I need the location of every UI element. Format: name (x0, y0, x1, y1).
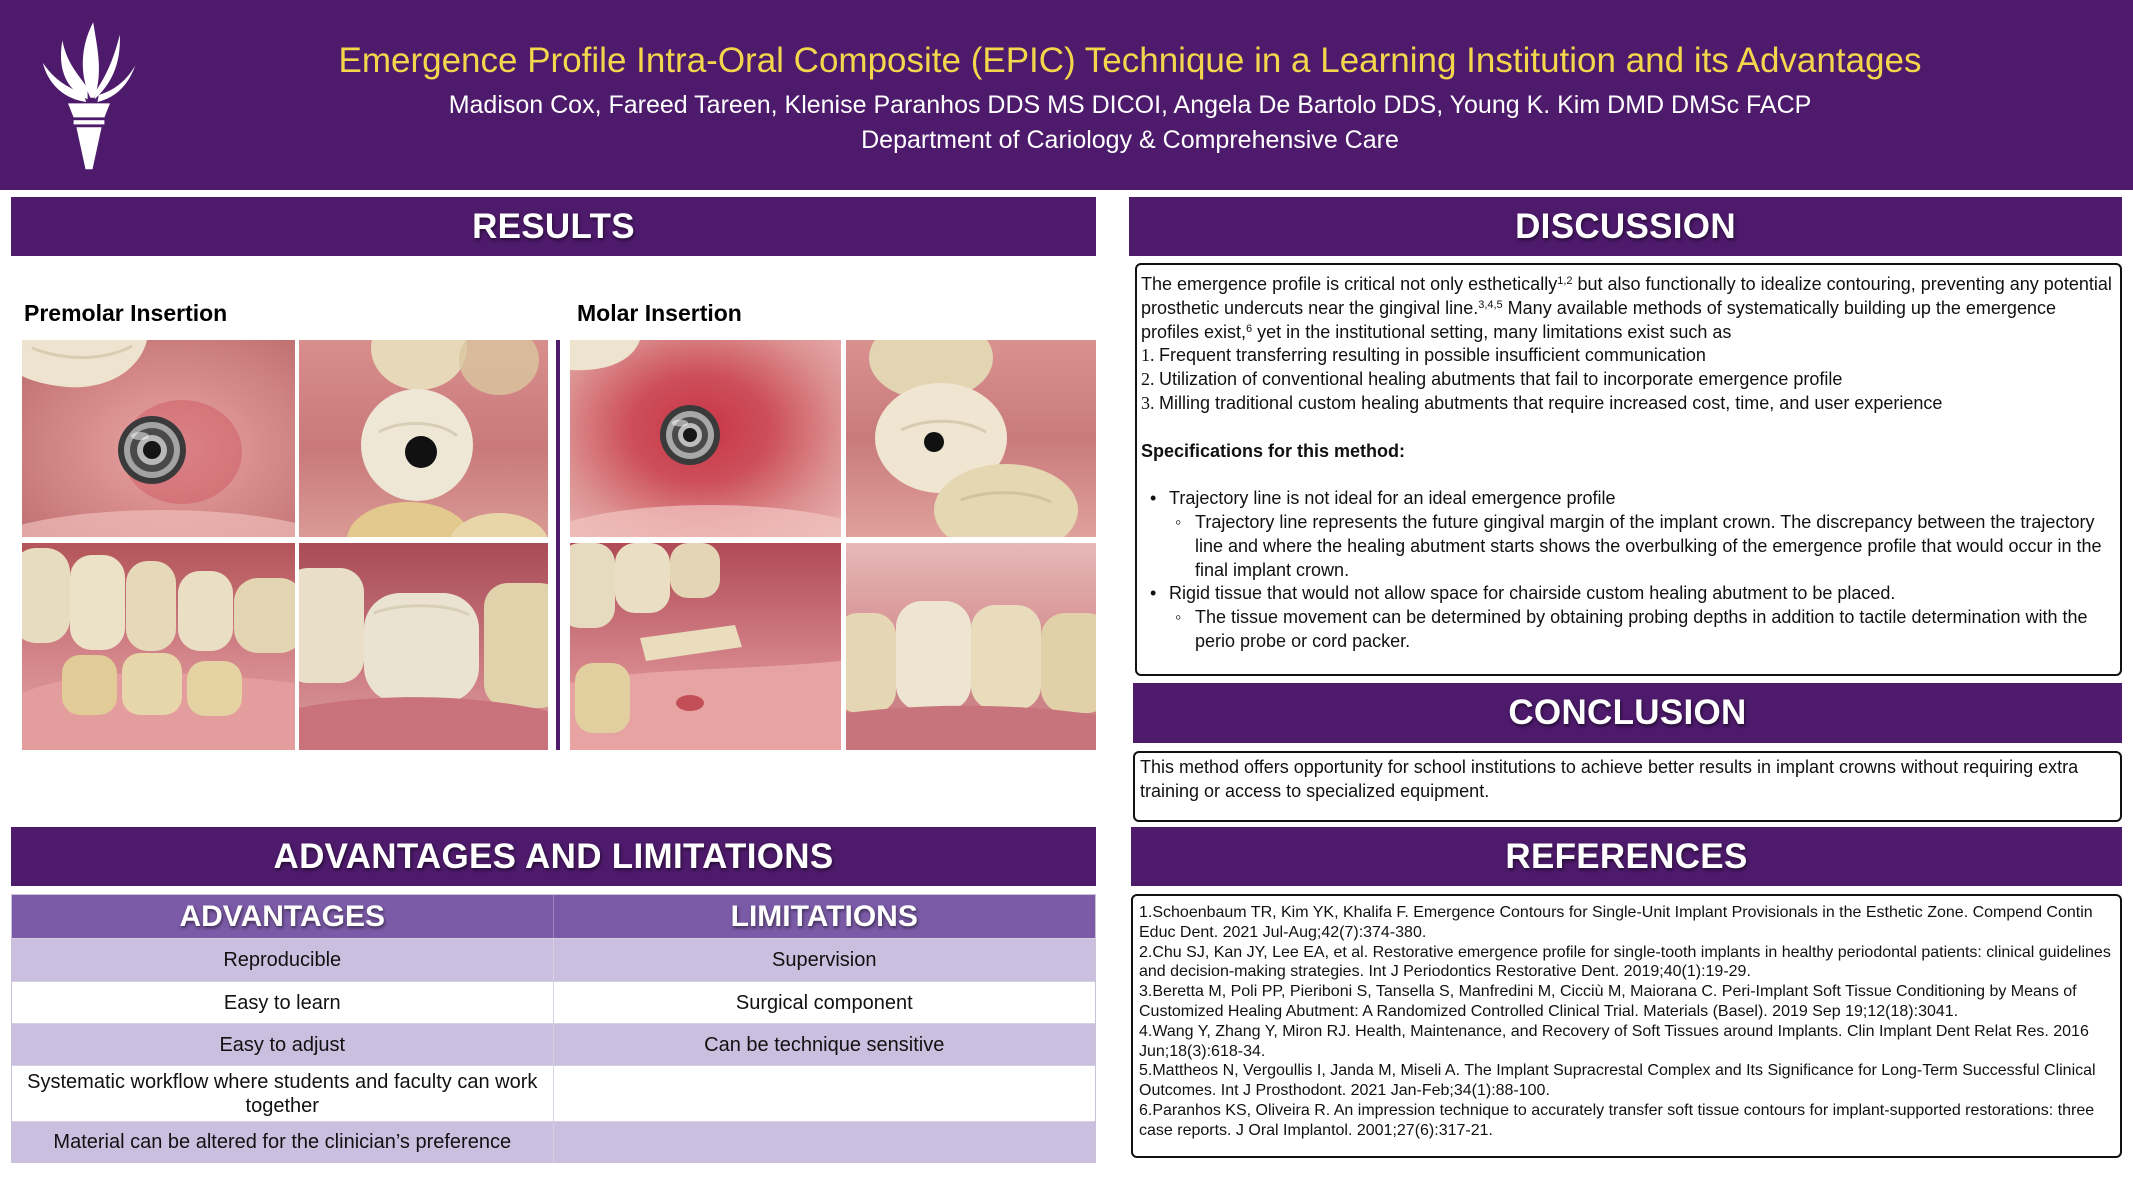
discussion-heading: DISCUSSION (1129, 197, 2122, 256)
premolar-crown-occlusal-photo (299, 340, 548, 537)
table-header-row (12, 895, 1095, 938)
advantages-limitations-table (11, 894, 1096, 1163)
specifications-bullet-list (1141, 487, 2114, 654)
list-item (1141, 487, 2114, 582)
advantage-cell: Material can be altered for the clinician’s preference (12, 1122, 554, 1162)
molar-implant-occlusal-photo (570, 340, 841, 537)
reference-item: 2.Chu SJ, Kan JY, Lee EA, et al. Restorative emergence profile for single-tooth implants in healthy periodontal patients: clinical guidelines and decision-making strategies. Int J Periodontics Restorative Dent. 2019;40(1):19-29. (1139, 943, 2111, 981)
results-group-divider (556, 340, 560, 750)
list-number: 1. (1141, 345, 1155, 366)
reference-item: 1.Schoenbaum TR, Kim YK, Khalifa F. Emergence Contours for Single-Unit Implant Provisionals in the Esthetic Zone. Compend Contin Educ Dent. 2021 Jul-Aug;42(7):374-380. (1139, 904, 2093, 941)
list-number: 3. (1141, 392, 1155, 413)
conclusion-heading: CONCLUSION (1133, 683, 2122, 743)
list-text: Utilization of conventional healing abutments that fail to incorporate emergence profile (1159, 369, 1843, 390)
advantage-cell: Systematic workflow where students and faculty can work together (12, 1066, 554, 1121)
table-row (12, 1065, 1095, 1121)
limitations-column-header: LIMITATIONS (730, 899, 918, 933)
torch-logo-graphic (40, 18, 138, 172)
citation: 1,2 (1557, 275, 1573, 287)
premolar-implant-occlusal-photo (22, 340, 295, 537)
table-row (12, 1023, 1095, 1065)
limitation-cell: Supervision (771, 949, 877, 971)
reference-item: 4.Wang Y, Zhang Y, Miron RJ. Health, Maintenance, and Recovery of Soft Tissues around Implants. Clin Implant Dent Relat Res. 2016 Jun;18(3):618-34. (1139, 1022, 2089, 1060)
table-row (12, 938, 1095, 981)
advantages-column-header: ADVANTAGES (12, 895, 554, 938)
citation: 6 (1246, 322, 1253, 335)
reference-item: 6.Paranhos KS, Oliveira R. An impression technique to accurately transfer soft tissue contours for implant-supported restorations: three case reports. J Oral Implantol. 2001;27(6):317-21. (1139, 1101, 2095, 1139)
molar-crown-lateral-photo (846, 543, 1096, 750)
header-text-block (160, 0, 2100, 190)
reference-item: 3.Beretta M, Poli PP, Pieriboni S, Tansella S, Manfredini M, Cicciù M, Maiorana C. Peri-Implant Soft Tissue Conditioning by Means of Customized Healing Abutment: A Randomized Controlled Clinical Trial. Materials (Basel). 2019 Sep 19;12(18):3041. (1139, 983, 2077, 1020)
sub-bullet-list (1169, 606, 2114, 654)
list-item (1141, 344, 2114, 368)
references-heading: REFERENCES (1131, 827, 2122, 886)
sub-bullet-list (1169, 511, 2114, 582)
molar-crown-occlusal-photo (846, 340, 1096, 537)
advantage-cell: Easy to learn (12, 982, 554, 1023)
poster-header (0, 0, 2133, 190)
list-item (1141, 582, 2114, 653)
sub-bullet-text: ◦ Trajectory line represents the future gingival margin of the implant crown. The discrepancy between the trajectory line and where the healing abutment starts shows the overbulking of the emergence profile that would occur in the final implant crown. (1169, 511, 2114, 582)
advantage-cell: Reproducible (12, 939, 554, 981)
intro-text: but also functionally to idealize contouring, preventing any potential prosthetic undercuts near the gingival line. (1141, 274, 2112, 318)
author-list: Madison Cox, Fareed Tareen, Klenise Paranhos DDS MS DICOI, Angela De Bartolo DDS, Young K. Kim DMD DMSc FACP (448, 91, 1812, 119)
torch-icon (40, 18, 138, 172)
discussion-box (1135, 263, 2122, 676)
reference-item: 5.Mattheos N, Vergoullis I, Janda M, Miseli A. The Implant Supracrestal Complex and Its Significance for Long-Term Successful Clinical Outcomes. Int J Prosthodont. 2021 Jan-Feb;34(1):88-100. (1139, 1062, 2096, 1100)
premolar-lateral-before-photo (22, 543, 295, 750)
department-name: Department of Cariology & Comprehensive Care (861, 126, 1399, 154)
specifications-title: Specifications for this method: (1141, 440, 1406, 461)
limitation-cell-empty (554, 1066, 1096, 1121)
list-item (1141, 368, 2114, 392)
conclusion-box (1133, 751, 2122, 822)
advantage-cell: Easy to adjust (12, 1024, 554, 1065)
discussion-intro (1141, 273, 2114, 344)
bullet-text: • Trajectory line is not ideal for an ideal emergence profile (1169, 488, 1616, 508)
poster-title: Emergence Profile Intra-Oral Composite (EPIC) Technique in a Learning Institution and its Advantages (338, 41, 1922, 80)
list-text: Milling traditional custom healing abutments that require increased cost, time, and user experience (1159, 392, 1943, 413)
table-row (12, 981, 1095, 1023)
list-item (1141, 392, 2114, 416)
limitations-numbered-list (1141, 344, 2114, 415)
premolar-crown-lateral-photo (299, 543, 548, 750)
limitation-cell: Can be technique sensitive (704, 1033, 945, 1056)
references-box (1131, 894, 2122, 1158)
intro-text: yet in the institutional setting, many limitations exist such as (1252, 321, 1732, 342)
limitation-cell: Surgical component (735, 991, 913, 1014)
molar-insertion-label: Molar Insertion (577, 300, 742, 326)
intro-text: Many available methods of systematically building up the emergence profiles exist, (1141, 297, 2056, 342)
conclusion-text: This method offers opportunity for school institutions to achieve better results in implant crowns without requiring extra training or access to specialized equipment. (1140, 757, 2079, 801)
premolar-insertion-label: Premolar Insertion (24, 300, 228, 326)
advantages-limitations-heading: ADVANTAGES AND LIMITATIONS (11, 827, 1096, 886)
citation: 3,4,5 (1478, 298, 1503, 311)
molar-lateral-before-photo (570, 543, 841, 750)
list-text: Frequent transferring resulting in possible insufficient communication (1159, 345, 1706, 366)
sub-bullet-text: ◦ The tissue movement can be determined by obtaining probing depths in addition to tactile determination with the perio probe or cord packer. (1169, 606, 2114, 654)
limitation-cell-empty (554, 1122, 1096, 1162)
list-number: 2. (1141, 369, 1155, 390)
table-row (12, 1121, 1095, 1162)
results-heading: RESULTS (11, 197, 1096, 256)
bullet-text: • Rigid tissue that would not allow space for chairside custom healing abutment to be placed. (1169, 583, 1895, 603)
intro-text: The emergence profile is critical not only esthetically (1141, 274, 1558, 294)
